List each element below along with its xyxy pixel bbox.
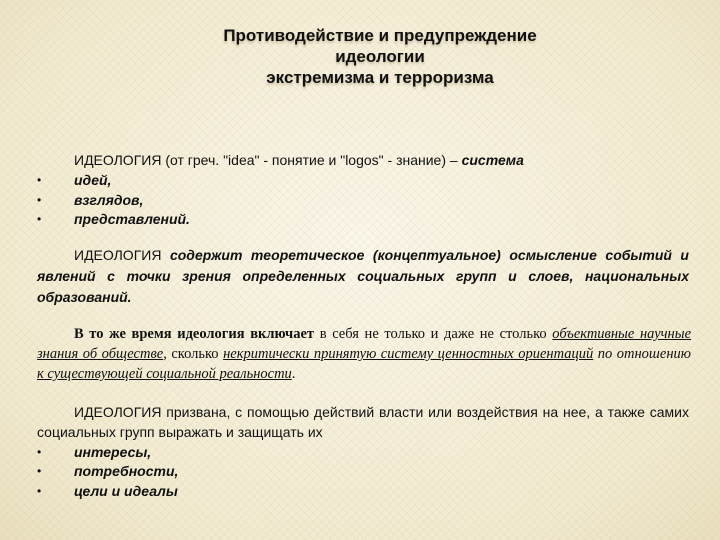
bullet-icon: •: [37, 193, 42, 207]
definition-line: [74, 150, 524, 170]
content-paragraph: [37, 245, 689, 308]
knowledge-text: , сколько: [163, 346, 224, 362]
knowledge-text: .: [291, 366, 296, 382]
bullet-icon: •: [37, 484, 42, 498]
knowledge-underlined: к существующей социальной реальности: [37, 366, 292, 382]
slide-title: [150, 25, 610, 88]
bullet-icon: •: [37, 464, 42, 478]
purpose-term: ИДЕОЛОГИЯ: [74, 404, 162, 420]
title-line-2: идеологии: [335, 47, 425, 66]
definition-item-text: идей,: [74, 172, 112, 188]
content-term: ИДЕОЛОГИЯ: [74, 247, 162, 263]
purpose-item-text: интересы,: [74, 444, 152, 460]
definition-item-text: представлений.: [74, 211, 190, 227]
knowledge-underlined: некритически принятую систему ценностных ориентаций: [223, 346, 594, 362]
bullet-icon: •: [37, 212, 42, 226]
purpose-text: призвана, с помощью действий власти или воздействия на нее, а также самих социальных групп выражать и защищать их: [37, 404, 689, 440]
bullet-icon: •: [37, 173, 42, 187]
purpose-paragraph: [37, 402, 689, 442]
knowledge-lead: В то же время идеология включает: [74, 326, 315, 342]
title-line-3: экстремизма и терроризма: [266, 68, 494, 87]
definition-system: система: [461, 152, 524, 168]
content-text: содержит теоретическое (концептуальное) осмысление событий и явлений с точки зрения определенных социальных групп и слоев, национальных образований.: [37, 247, 689, 305]
definition-term: ИДЕОЛОГИЯ: [74, 152, 162, 168]
bullet-icon: •: [37, 445, 42, 459]
definition-etymology: (от греч. "idea" - понятие и "logos" - знание) –: [161, 152, 462, 168]
knowledge-text: в себя не только и даже не столько: [314, 326, 553, 342]
purpose-item-text: цели и идеалы: [74, 483, 178, 499]
purpose-item-text: потребности,: [74, 463, 179, 479]
definition-item-text: взглядов,: [74, 192, 144, 208]
knowledge-text: по отношению: [593, 346, 691, 362]
knowledge-paragraph: [37, 324, 691, 384]
knowledge-underlined: объективные научные знания об обществе: [37, 326, 691, 362]
title-line-1: Противодействие и предупреждение: [223, 26, 537, 45]
